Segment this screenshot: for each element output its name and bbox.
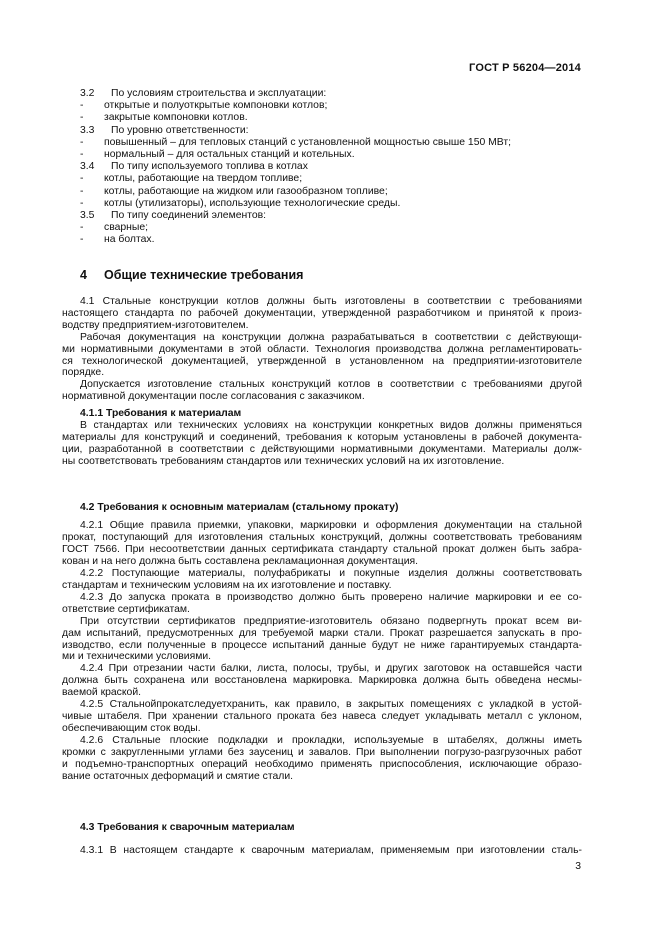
text-line: вание остаточных деформаций и смятие стали. (62, 770, 294, 782)
list-item-text: повышенный – для тепловых станций с установленной мощностью свыше 150 МВт; (104, 136, 512, 148)
text-line: При отсутствии сертификатов предприятие-изготовитель обязано подвергнуть прокат всем ви- (80, 615, 582, 627)
list-item-number: 3.5 (80, 210, 95, 221)
list-item-text: По типу используемого топлива в котлах (111, 161, 308, 173)
list-item-number: 3.2 (80, 88, 95, 99)
text-line: В стандартах или технических условиях на конструкции конкретных видов должны применяться (80, 420, 582, 431)
list-item-dash: - (80, 149, 84, 160)
page-number: 3 (575, 861, 581, 872)
text-line: 4.3.1 В настоящем стандарте к сварочным материалам, применяемым при изготовлении сталь- (80, 845, 582, 856)
text-line: должна быть сохранена или восстановлена маркировка. Маркировка должна быть обведена несмы- (62, 675, 582, 687)
text-line: ваемой краской. (62, 687, 142, 699)
text-line: 4.2.2 Поступающие материалы, полуфабрикаты и покупные изделия должны соответствовать (80, 567, 582, 579)
text-line: нормативной документации после согласования с заказчиком. (62, 391, 365, 403)
text-line: 4.2.1 Общие правила приемки, упаковки, маркировки и оформления документации на стальной (80, 520, 582, 531)
list-item-number: 3.4 (80, 161, 95, 173)
subsection-heading-4-1-1: 4.1.1 Требования к материалам (80, 408, 242, 419)
section-number: 4 (80, 268, 87, 282)
text-line: 4.2.3 До запуска проката в производство должно быть проверено наличие маркировки и ее со- (80, 591, 582, 603)
text-line: обеспечивающим сток воды. (62, 723, 201, 735)
list-item-text: на болтах. (104, 234, 155, 246)
list-item-text: открытые и полуоткрытые компоновки котлов; (104, 100, 328, 112)
list-item-dash: - (80, 100, 84, 112)
text-line: прокат, поступающий для изготовления стальных конструкций, должны соответствовать требованиям (62, 531, 582, 543)
list-item-text: По условиям строительства и эксплуатации: (111, 88, 327, 99)
text-line: ны соответствовать требованиям стандартов или технических условий на их изготовление. (62, 455, 505, 467)
text-line: кромки с закругленными углами без заусениц и завалов. При выполнении погрузо-разгрузочных работ (62, 747, 582, 759)
text-line: ми нормативными документами в этой области. Технология производства должна регламентировать- (62, 343, 582, 355)
list-item-text: закрытые компоновки котлов. (104, 112, 248, 124)
text-line: дам испытаний, предусмотренных для требуемой марки стали. Прокат разрешается запускать в про- (62, 627, 582, 639)
text-line: кован и на него должна быть составлена рекламационная документация. (62, 555, 419, 567)
list-item-dash: - (80, 197, 84, 209)
text-line: и подъемно-транспортных операций необходимо применять приспособления, исключающие образо- (62, 759, 582, 770)
list-item-text: котлы, работающие на жидком или газообразном топливе; (104, 185, 388, 197)
list-item-dash: - (80, 136, 84, 148)
text-line: 4.1 Стальные конструкции котлов должны быть изготовлены в соответствии с требованиями (80, 296, 582, 307)
text-line: чивые штабеля. При хранении стального проката без навеса следует укладывать металл с уклоном, (62, 711, 582, 723)
text-line: Рабочая документация на конструкции должна разрабатываться в соответствии с действующи- (80, 331, 582, 343)
text-line: стандартам и техническим условиям на их изготовление и поставку. (62, 579, 392, 591)
list-item-text: котлы, работающие на твердом топливе; (104, 173, 303, 185)
text-line: порядке. (62, 367, 105, 379)
standard-header: ГОСТ Р 56204—2014 (469, 62, 581, 74)
text-line: водству предприятием-изготовителем. (62, 319, 249, 331)
subsection-heading-4-2: 4.2 Требования к основным материалам (стальному прокату) (80, 502, 399, 513)
text-line: материалы для конструкций и соединений, требования к которым установлены в рабочей документа- (62, 431, 582, 443)
text-line: настоящего стандарта по рабочей документации, утвержденной разработчиком и принятой к произ- (62, 307, 582, 319)
text-line: ся технологической документацией, утвержденной в установленном на предприятии-изготовителе (62, 355, 582, 367)
list-item-dash: - (80, 185, 84, 197)
text-line: ответствие сертификатам. (62, 603, 190, 615)
list-item-dash: - (80, 222, 84, 234)
list-item-text: сварные; (104, 222, 149, 234)
list-item-number: 3.3 (80, 124, 95, 136)
text-line: ГОСТ 7566. При несоответствии данных сертификата стандарту стальной прокат должен быть забра- (62, 543, 582, 555)
subsection-heading-4-3: 4.3 Требования к сварочным материалам (80, 822, 295, 833)
text-line: 4.2.5 Стальнойпрокатследуетхранить, как правило, в закрытых помещениях с укладкой в устой- (80, 699, 582, 711)
list-item-dash: - (80, 234, 84, 246)
list-item-text: котлы (утилизаторы), использующие технологические среды. (104, 197, 401, 209)
text-line: 4.2.4 При отрезании части балки, листа, полосы, трубы, и других заготовок на оставшейся части (80, 663, 582, 675)
text-line: 4.2.6 Стальные плоские подкладки и прокладки, используемые в штабелях, должны иметь (80, 735, 582, 747)
text-line: ми и техническими условиями. (62, 651, 212, 663)
list-item-text: нормальный – для остальных станций и котельных. (104, 149, 355, 160)
text-line: Допускается изготовление стальных конструкций котлов в соответствии с требованиями другой (80, 379, 582, 391)
text-line: ции, разработанной в соответствии с действующими нормативными документами. Материалы долж- (62, 443, 582, 455)
list-item-dash: - (80, 173, 84, 185)
section-title: Общие технические требования (104, 268, 304, 282)
list-item-text: По типу соединений элементов: (111, 210, 267, 221)
text-line: изводство, если полученные в процессе испытаний данные будут не ниже гарантируемых стандарта- (62, 639, 582, 651)
list-item-text: По уровню ответственности: (111, 124, 249, 136)
list-item-dash: - (80, 112, 84, 124)
